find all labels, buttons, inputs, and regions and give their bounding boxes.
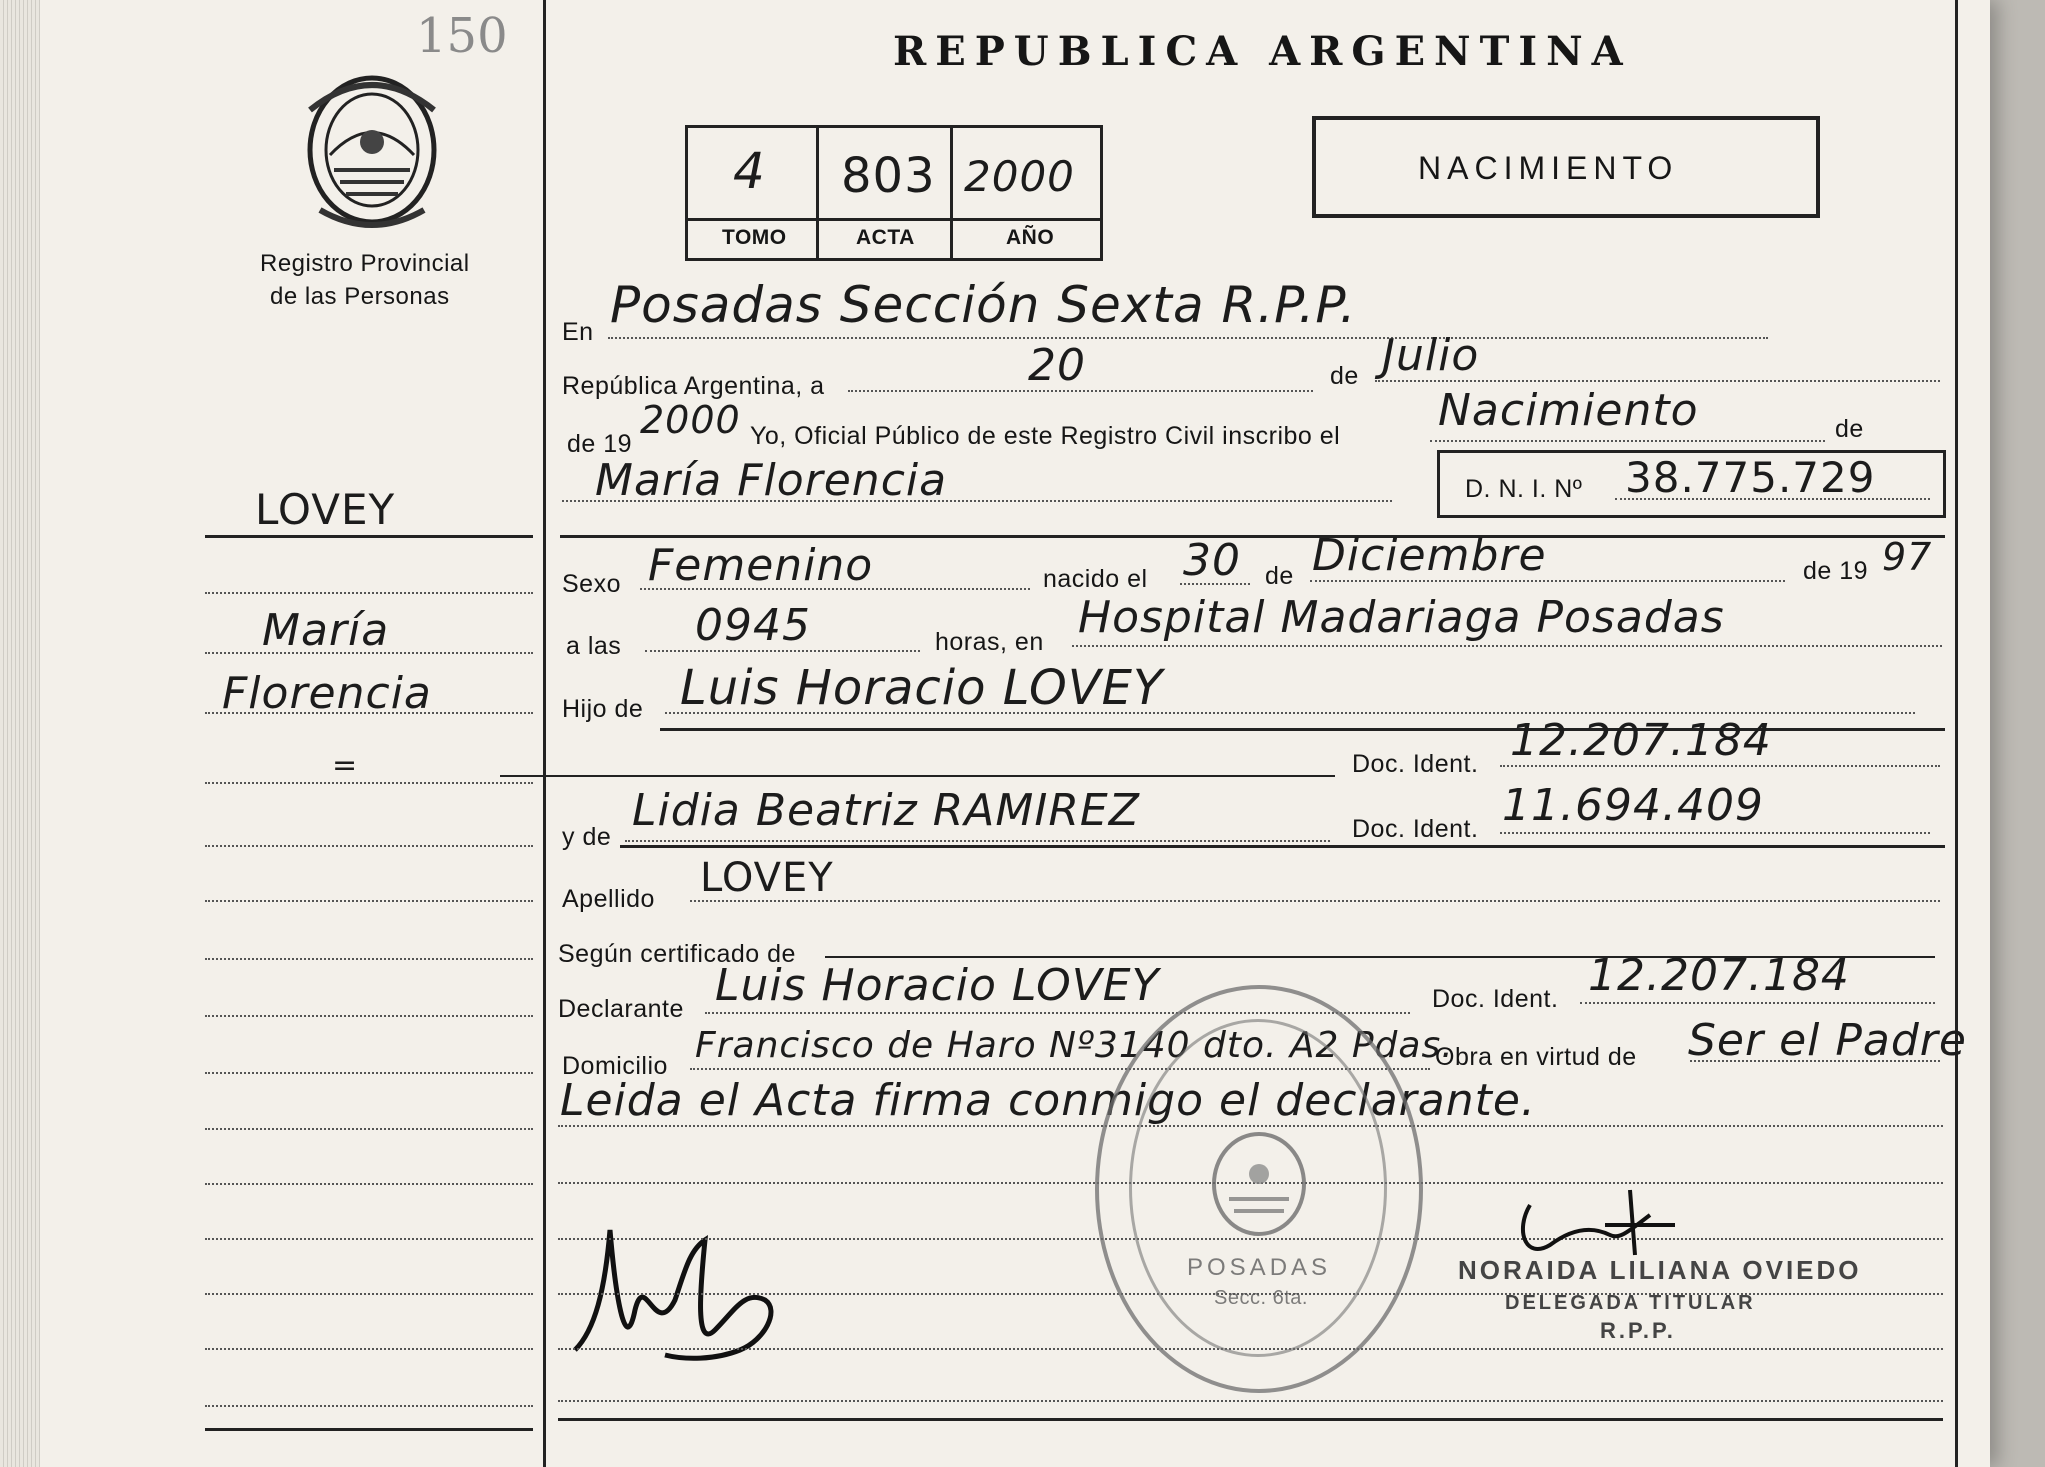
margin-dotted-line bbox=[205, 592, 533, 594]
month-value: Julio bbox=[1382, 330, 1480, 381]
declarant-doc-value: 12.207.184 bbox=[1588, 950, 1850, 1001]
margin-mark: = bbox=[332, 748, 359, 783]
margin-dotted-line bbox=[205, 1293, 533, 1295]
label-oficial: Yo, Oficial Público de este Registro Civil inscribo el bbox=[750, 422, 1341, 450]
label-a-las: a las bbox=[566, 632, 622, 660]
label-hijo-de: Hijo de bbox=[562, 695, 644, 723]
place-value: Posadas Sección Sexta R.P.P. bbox=[610, 276, 1357, 334]
mother-value: Lidia Beatriz RAMIREZ bbox=[632, 785, 1140, 836]
margin-surname: LOVEY bbox=[255, 485, 396, 534]
margin-dotted-line bbox=[205, 1183, 533, 1185]
label-republica: República Argentina, a bbox=[562, 372, 825, 400]
certificate-type-box bbox=[1312, 116, 1820, 218]
label-nacido-el: nacido el bbox=[1043, 565, 1148, 593]
dni-number: 38.775.729 bbox=[1625, 453, 1876, 502]
ano-label: AÑO bbox=[1006, 226, 1055, 249]
stacked-page-edges bbox=[0, 0, 40, 1467]
margin-rule-bottom bbox=[205, 1428, 533, 1431]
given-name-value: María Florencia bbox=[595, 455, 948, 506]
sex-value: Femenino bbox=[648, 540, 874, 591]
label-horas-en: horas, en bbox=[935, 628, 1044, 656]
label-obra-virtud: Obra en virtud de bbox=[1435, 1043, 1637, 1071]
record-box-divider bbox=[688, 218, 1100, 221]
bottom-rule bbox=[558, 1418, 1943, 1421]
official-seal bbox=[1095, 985, 1423, 1393]
label-en: En bbox=[562, 318, 594, 346]
label-de-end: de bbox=[1835, 415, 1864, 443]
birth-place-value: Hospital Madariaga Posadas bbox=[1078, 592, 1725, 643]
right-border-line bbox=[1955, 0, 1958, 1467]
label-de-month: de bbox=[1330, 362, 1359, 390]
surname-line bbox=[690, 900, 1940, 902]
label-segun-cert: Según certificado de bbox=[558, 940, 796, 968]
signature-left bbox=[565, 1210, 795, 1370]
section-rule-4 bbox=[620, 845, 1945, 848]
official-org: R.P.P. bbox=[1600, 1318, 1676, 1343]
certificate-type: NACIMIENTO bbox=[1418, 150, 1679, 186]
capacity-value: Ser el Padre bbox=[1688, 1015, 1967, 1066]
father-doc-value: 12.207.184 bbox=[1510, 715, 1772, 766]
label-de-mid: de bbox=[1265, 562, 1294, 590]
act-type-line bbox=[1430, 440, 1825, 442]
margin-dotted-line bbox=[205, 1238, 533, 1240]
seal-city: POSADAS bbox=[1187, 1254, 1332, 1281]
tomo-value: 4 bbox=[733, 142, 766, 200]
birth-month-value: Diciembre bbox=[1312, 530, 1547, 581]
margin-divider-line bbox=[543, 0, 546, 1467]
margin-rule-top bbox=[205, 535, 533, 538]
day-value: 20 bbox=[1028, 340, 1086, 391]
birth-place-line bbox=[1072, 645, 1942, 647]
margin-dotted-line bbox=[205, 1015, 533, 1017]
dni-label: D. N. I. Nº bbox=[1465, 475, 1583, 503]
margin-dotted-line bbox=[205, 1128, 533, 1130]
label-doc-ident-1: Doc. Ident. bbox=[1352, 750, 1479, 778]
margin-dotted-line bbox=[205, 782, 533, 784]
official-name: NORAIDA LILIANA OVIEDO bbox=[1458, 1255, 1862, 1285]
birth-time-value: 0945 bbox=[695, 600, 811, 651]
blank-line bbox=[558, 1400, 1943, 1402]
label-doc-ident-3: Doc. Ident. bbox=[1432, 985, 1559, 1013]
record-number-box bbox=[685, 125, 1103, 261]
section-rule-3 bbox=[500, 775, 1335, 777]
official-title: DELEGADA TITULAR bbox=[1505, 1292, 1756, 1314]
surname-value: LOVEY bbox=[700, 855, 834, 901]
tomo-label: TOMO bbox=[722, 226, 787, 249]
registry-name-line1: Registro Provincial bbox=[260, 250, 470, 277]
volume-number: 150 bbox=[416, 8, 508, 64]
misiones-coat-of-arms-icon bbox=[300, 70, 445, 230]
act-type-value: Nacimiento bbox=[1438, 385, 1699, 436]
margin-dotted-line bbox=[205, 1405, 533, 1407]
mother-doc-value: 11.694.409 bbox=[1502, 780, 1764, 831]
margin-dotted-line bbox=[205, 1348, 533, 1350]
address-value: Francisco de Haro Nº3140 dto. A2 Pdas. bbox=[695, 1025, 1454, 1066]
mother-line bbox=[625, 840, 1330, 842]
seal-section: Secc. 6ta. bbox=[1214, 1287, 1308, 1309]
label-sexo: Sexo bbox=[562, 570, 621, 598]
section-rule-1 bbox=[560, 535, 1945, 538]
label-apellido: Apellido bbox=[562, 885, 655, 913]
father-value: Luis Horacio LOVEY bbox=[680, 660, 1164, 716]
acta-value: 803 bbox=[841, 148, 936, 204]
dni-box bbox=[1437, 450, 1946, 518]
declarant-value: Luis Horacio LOVEY bbox=[715, 960, 1160, 1011]
margin-name1: María bbox=[262, 605, 390, 656]
place-line bbox=[608, 337, 1768, 339]
birth-year-value: 97 bbox=[1882, 535, 1933, 579]
margin-dotted-line bbox=[205, 1072, 533, 1074]
label-y-de: y de bbox=[562, 823, 612, 851]
acta-label: ACTA bbox=[856, 226, 915, 249]
registry-name-line2: de las Personas bbox=[270, 283, 450, 310]
margin-name2: Florencia bbox=[222, 668, 432, 719]
margin-dotted-line bbox=[205, 900, 533, 902]
year-value: 2000 bbox=[640, 398, 741, 442]
seal-emblem-icon bbox=[1204, 1129, 1314, 1239]
label-declarante: Declarante bbox=[558, 995, 684, 1023]
declarant-doc-line bbox=[1580, 1002, 1935, 1004]
label-doc-ident-2: Doc. Ident. bbox=[1352, 815, 1479, 843]
label-de-19-year: de 19 bbox=[1803, 557, 1869, 585]
birth-day-value: 30 bbox=[1183, 535, 1241, 586]
margin-dotted-line bbox=[205, 845, 533, 847]
margin-dotted-line bbox=[205, 958, 533, 960]
mother-doc-line bbox=[1500, 832, 1930, 834]
label-domicilio: Domicilio bbox=[562, 1052, 668, 1080]
country-title: REPUBLICA ARGENTINA bbox=[893, 28, 1632, 75]
closing-note: Leida el Acta firma conmigo el declarante. bbox=[560, 1075, 1536, 1126]
ano-value: 2000 bbox=[964, 152, 1075, 201]
label-de-19: de 19 bbox=[567, 430, 633, 458]
